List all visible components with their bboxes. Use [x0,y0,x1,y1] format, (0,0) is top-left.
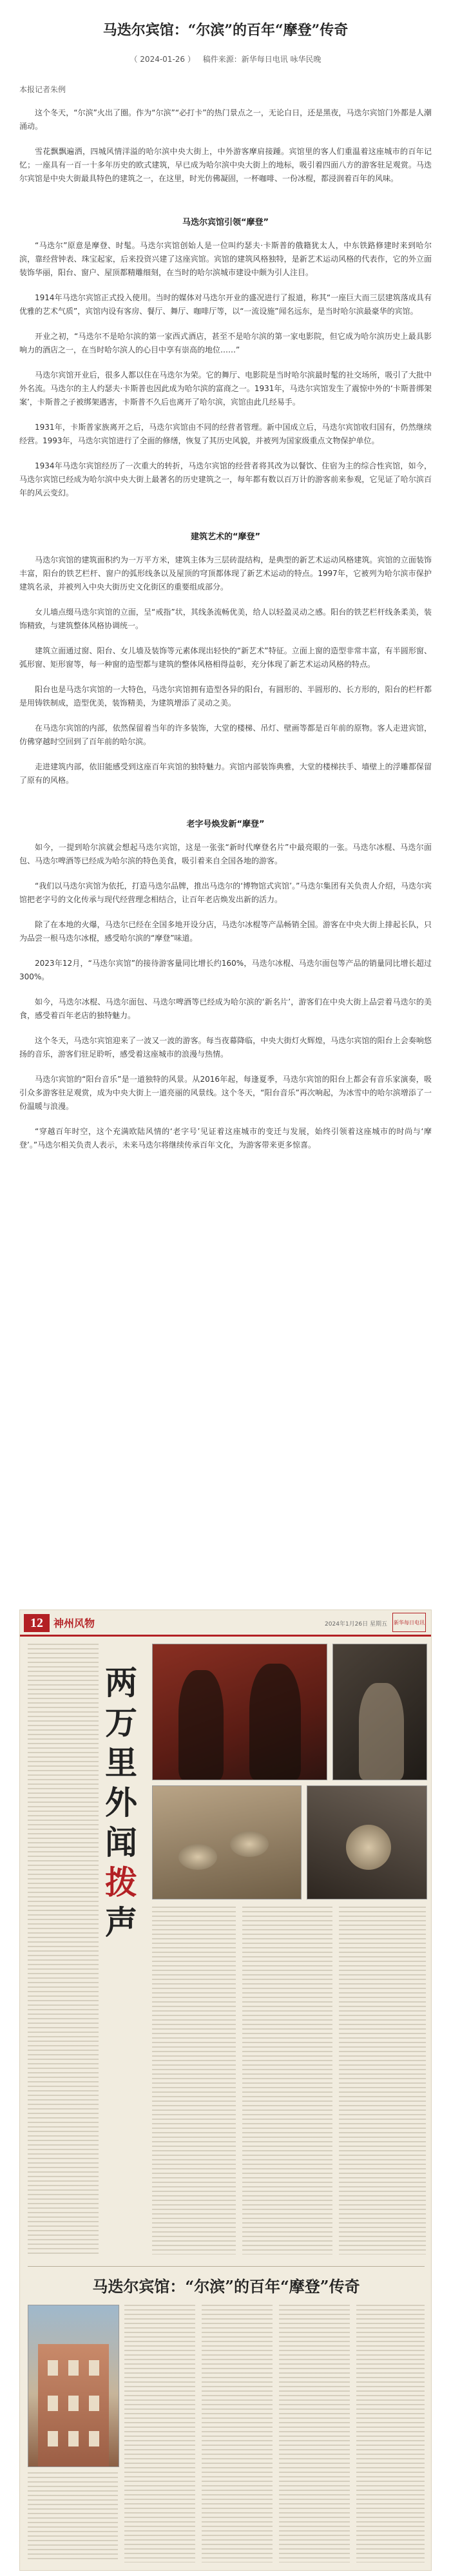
divider [28,2266,425,2267]
section-heading: 老字号焕发新“摩登” [186,820,265,829]
text-column [242,1907,332,2254]
paragraph: “我们以马迭尔宾馆为依托，打造马迭尔品牌，推出马迭尔的‘博物馆式宾馆’。”马迭尔集团有关负责人介绍，马迭尔宾馆把老字号的文化传承与现代经营理念相结合，让百年老店焕发出新的活力。 [19,881,432,904]
paragraph: 如今，一提到哈尔滨就会想起马迭尔宾馆，这是一张张“新时代摩登名片”中最亮眼的一张。马迭尔冰棍、马迭尔面包、马迭尔啤酒等已经成为哈尔滨的特色美食，吸引着来自全国各地的游客。 [19,843,432,865]
newspaper-page [19,1610,432,2571]
paragraph: 这个冬天，“尔滨”火出了圈。作为“尔滨”“必打卡”的热门景点之一，无论白日，还是黑夜，马迭尔宾馆门外都是人潮涌动。 [19,108,432,131]
feature-title-c: 声 [105,1903,137,1941]
photo-performer [152,1644,327,1780]
text-column [28,2472,118,2562]
feature-title-b: 拨 [105,1863,137,1901]
article-date: （ 2024-01-26 ） [130,55,195,64]
paragraph: 如今，马迭尔冰棍、马迭尔面包、马迭尔啤酒等已经成为哈尔滨的‘新名片’，游客们在中央大街上品尝着马迭尔的美食，感受着百年老店的独特魅力。 [19,997,432,1020]
paragraph: “马迭尔”原意是摩登、时髦。马迭尔宾馆创始人是一位叫约瑟夫·卡斯普的俄籍犹太人，中东铁路修建时来到哈尔滨，靠经营钟表、珠宝起家，后来投资兴建了这座宾馆。宾馆的建筑风格独特，是新艺术运动风格的代表作，它的外立面装饰华丽，阳台、窗户、屋顶都精雕细刻，在当时的哈尔滨城市建设中颇为引人注目。 [19,241,432,277]
photo-portrait [332,1644,427,1780]
paragraph: “穿越百年时空，这个充满欧陆风情的‘老字号’见证着这座城市的变迁与发展，始终引领着这座城市的时尚与‘摩登’。”马迭尔相关负责人表示，未来马迭尔将继续传承百年文化，为游客带来更多惊喜。 [19,1127,432,1149]
text-column [152,1907,236,2254]
paragraph: 在马迭尔宾馆的内部，依然保留着当年的许多装饰，大堂的楼梯、吊灯、壁画等都是百年前的原物。客人走进宾馆，仿佛穿越时空回到了百年前的哈尔滨。 [19,724,432,746]
text-column [202,2305,273,2562]
page-number: 12 [24,1614,50,1632]
sections [19,106,432,1152]
paragraph: 1934年马迭尔宾馆经历了一次重大的转折，马迭尔宾馆的经营者将其改为以餐饮、住宿为主的综合性宾馆，如今，马迭尔宾馆已经成为哈尔滨中央大街上最著名的历史建筑之一，每年都有数以百万计的游客前来参观，它见证了哈尔滨百年的风云变幻。 [19,461,432,497]
article-body [0,84,451,1152]
photo-building [28,2305,119,2467]
section-name: 神州风物 [53,1617,95,1629]
text-column [124,2305,195,2562]
feature-title [105,1663,144,1943]
paragraph: 阳台也是马迭尔宾馆的一大特色，马迭尔宾馆拥有造型各异的阳台，有圆形的、半圆形的、长方形的，阳台的栏杆都是用铸铁制成，造型优美，装饰精美，为建筑增添了灵动之美。 [19,685,432,707]
text-column [356,2305,425,2562]
text-column [28,1644,99,2256]
paragraph: 女儿墙点缀马迭尔宾馆的立面，呈“戒指”状，其线条流畅优美，给人以轻盈灵动之感。阳台的铁艺栏杆线条柔美，装饰精致，与建筑整体风格协调统一。 [19,608,432,630]
text-column [279,2305,350,2562]
photo-instrument [307,1785,427,1899]
newspaper-logo: 新华每日电讯 [392,1613,426,1632]
paragraph: 除了在本地的火爆，马迭尔已经在全国多地开设分店，马迭尔冰棍等产品畅销全国。游客在中央大街上排起长队，只为品尝一根马迭尔冰棍，感受哈尔滨的“摩登”味道。 [19,920,432,943]
paragraph: 2023年12月，“马迭尔宾馆”的接待游客量同比增长约160%，马迭尔冰棍、马迭尔面包等产品的销量同比增长超过300%。 [19,959,432,981]
text-column [339,1907,426,2254]
article-source: 稿件来源：新华每日电讯 咏华民晚 [202,55,321,64]
header-rule [20,1635,432,1637]
paragraph: 马迭尔宾馆开业后，很多人都以住在马迭尔为荣。它的舞厅、电影院是当时哈尔滨最时髦的社交场所，吸引了大批中外名流。马迭尔的主人约瑟夫·卡斯普也因此成为哈尔滨的富商之一。1931年，马迭尔宾馆发生了震惊中外的‘卡斯普绑架案’，卡斯普之子被绑架遇害，卡斯普不久后也离开了哈尔滨，宾馆由此几经易手。 [19,370,432,407]
paragraph: 1931年，卡斯普家族离开之后，马迭尔宾馆由不同的经营者管理。新中国成立后，马迭尔宾馆收归国有，仍然继续经营。1993年，马迭尔宾馆进行了全面的修缮，恢复了其历史风貌，并被列为国家级重点文物保护单位。 [19,423,432,445]
byline: 本报记者朱例 [19,85,66,94]
paragraph: 这个冬天，马迭尔宾馆迎来了一波又一波的游客。每当夜幕降临，中央大街灯火辉煌，马迭尔宾馆的阳台上会奏响悠扬的音乐，游客们驻足聆听，感受着这座城市的浪漫与热情。 [19,1036,432,1059]
article-meta [0,53,451,64]
article-title: 马迭尔宾馆：“尔滨”的百年“摩登”传奇 [102,22,349,39]
paragraph: 1914年马迭尔宾馆正式投入使用。当时的媒体对马迭尔开业的盛况进行了报道，称其“一座巨大而三层建筑落成具有优雅的艺术气质”，宾馆内设有客房、餐厅、舞厅、咖啡厅等，以“一流设施”闻名远东，是当时哈尔滨最豪华的宾馆。 [19,293,432,316]
paragraph: 马迭尔宾馆的建筑面积约为一万平方米，建筑主体为三层砖混结构，是典型的新艺术运动风格建筑。宾馆的立面装饰丰富，阳台的铁艺栏杆、窗户的弧形线条以及屋顶的穹顶都体现了新艺术运动的特点。1997年，它被列为哈尔滨市保护建筑名录，并被列入中央大街历史文化街区的重要组成部分。 [19,555,432,591]
paragraph: 建筑立面通过窗、阳台、女儿墙及装饰等元素体现出轻快的“新艺术”特征。立面上窗的造型非常丰富，有半圆形窗、弧形窗、矩形窗等，每一种窗的造型都与建筑的整体风格相得益彰，充分体现了新艺术运动风格的特点。 [19,646,432,669]
photo-craft [152,1785,302,1899]
section-heading: 马迭尔宾馆引领“摩登” [182,218,269,227]
paragraph: 马迭尔宾馆的“阳台音乐”是一道独特的风景。从2016年起，每逢夏季，马迭尔宾馆的阳台上都会有音乐家演奏，吸引众多游客驻足观赏，成为中央大街上一道亮丽的风景线。这个冬天，“阳台音乐”再次响起，为冰雪中的哈尔滨增添了一份温暖与浪漫。 [19,1075,432,1111]
newspaper-headline: 马迭尔宾馆：“尔滨”的百年“摩登”传奇 [92,2277,360,2296]
paragraph: 开业之初，“马迭尔不是哈尔滨的第一家西式酒店，甚至不是哈尔滨的第一家电影院，但它成为哈尔滨历史上最具影响力的酒店之一，在当时哈尔滨人的心目中享有崇高的地位……” [19,332,432,354]
section-heading: 建筑艺术的“摩登” [190,532,261,542]
newspaper-header [20,1610,432,1635]
paragraph: 雪花飘飘遍洒，四城风情洋溢的哈尔滨中央大街上，中外游客摩肩接踵。宾馆里的客人们重温着这座城市的百年记忆；一座具有一百一十多年历史的欧式建筑，早已成为哈尔滨中央大街上的地标，吸引着四面八方的游客驻足观赏。马迭尔宾馆是中央大街最具特色的建筑之一，在这里，时光仿佛凝固，一杯咖啡、一份冰棍，都浸润着百年的风味。 [19,147,432,183]
newspaper-date: 2024年1月26日 星期五 [325,1621,387,1628]
paragraph: 走进建筑内部，依旧能感受到这座百年宾馆的独特魅力。宾馆内部装饰典雅，大堂的楼梯扶手、墙壁上的浮雕都保留了原有的风格。 [19,762,432,785]
feature-title-a: 两万里外闻 [105,1664,137,1861]
